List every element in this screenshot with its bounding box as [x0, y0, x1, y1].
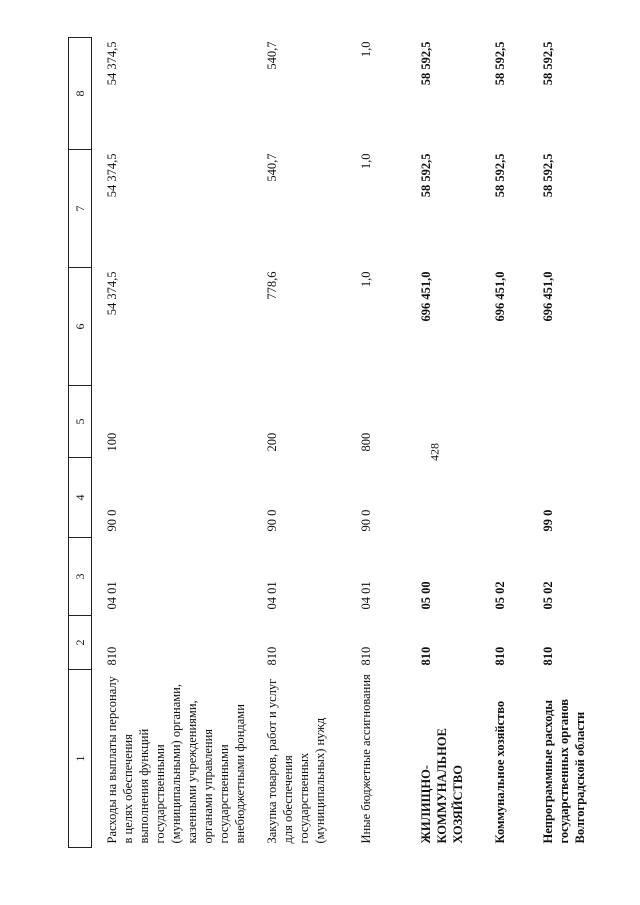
expense-type-code	[480, 386, 528, 458]
amount-col-7: 58 592,5	[541, 153, 555, 198]
section-code: 04 01	[265, 581, 279, 610]
expense-type-code: 200	[265, 432, 279, 452]
section-code: 05 02	[493, 581, 507, 610]
row-name: Иные бюджетные ассигнования	[359, 674, 373, 844]
header-col-8: 8	[69, 38, 92, 150]
target-code	[480, 458, 528, 538]
row-name: Коммунальное хозяйство	[493, 700, 507, 844]
ministry-code: 810	[419, 646, 433, 666]
amount-col-7: 1,0	[359, 153, 373, 170]
amount-col-6: 696 451,0	[541, 271, 555, 322]
ministry-code: 810	[493, 646, 507, 666]
section-code: 05 00	[419, 581, 433, 610]
table-row	[406, 38, 480, 848]
table-row	[252, 38, 346, 848]
expense-type-code	[528, 386, 616, 458]
ministry-code: 810	[359, 646, 373, 666]
amount-col-7: 58 592,5	[419, 153, 433, 198]
amount-col-7: 54 374,5	[105, 153, 119, 198]
amount-col-6: 1,0	[359, 271, 373, 288]
table-row	[480, 38, 528, 848]
target-code: 90 0	[265, 509, 279, 532]
header-col-4: 4	[69, 458, 92, 538]
expense-type-code: 800	[359, 432, 373, 452]
page-number: 428	[427, 443, 442, 461]
amount-col-8: 540,7	[265, 41, 279, 70]
amount-col-8: 58 592,5	[419, 41, 433, 86]
amount-col-6: 696 451,0	[419, 271, 433, 322]
expense-type-code	[406, 386, 480, 458]
target-code: 90 0	[359, 509, 373, 532]
row-name: Расходы на выплаты персоналу в целях обеспечения выполнения функций государственными (муниципальными) органами, казенными учреждениями, органами управления государственными внебюджетными фондами	[105, 676, 247, 844]
section-code: 04 01	[105, 581, 119, 610]
row-name: ЖИЛИЩНО-КОММУНАЛЬНОЕ ХОЗЯЙСТВО	[419, 728, 465, 844]
header-col-1: 1	[69, 670, 92, 848]
amount-col-8: 1,0	[359, 41, 373, 58]
row-name: Закупка товаров, работ и услуг для обеспечения государственных (муниципальных) нужд	[265, 678, 327, 844]
amount-col-6: 696 451,0	[493, 271, 507, 322]
expense-type-code: 100	[105, 432, 119, 452]
header-col-6: 6	[69, 268, 92, 386]
amount-col-8: 58 592,5	[541, 41, 555, 86]
amount-col-6: 778,6	[265, 271, 279, 300]
ministry-code: 810	[541, 646, 555, 666]
header-col-5: 5	[69, 386, 92, 458]
row-name: Непрограммные расходы государственных органов Волгоградской области	[541, 698, 587, 844]
ministry-code: 810	[105, 646, 119, 666]
budget-table-container	[68, 38, 587, 848]
section-code: 04 01	[359, 581, 373, 610]
header-row	[69, 38, 92, 848]
section-code: 05 02	[541, 581, 555, 610]
amount-col-7: 58 592,5	[493, 153, 507, 198]
amount-col-8: 54 374,5	[105, 41, 119, 86]
header-col-2: 2	[69, 616, 92, 670]
table-row	[528, 38, 616, 848]
target-code: 90 0	[105, 509, 119, 532]
target-code	[406, 458, 480, 538]
header-col-7: 7	[69, 150, 92, 268]
budget-table	[68, 37, 616, 848]
header-col-3: 3	[69, 538, 92, 616]
table-row	[92, 38, 253, 848]
amount-col-6: 54 374,5	[105, 271, 119, 316]
amount-col-8: 58 592,5	[493, 41, 507, 86]
target-code: 99 0	[541, 509, 555, 532]
amount-col-7: 540,7	[265, 153, 279, 182]
ministry-code: 810	[265, 646, 279, 666]
table-row	[346, 38, 406, 848]
